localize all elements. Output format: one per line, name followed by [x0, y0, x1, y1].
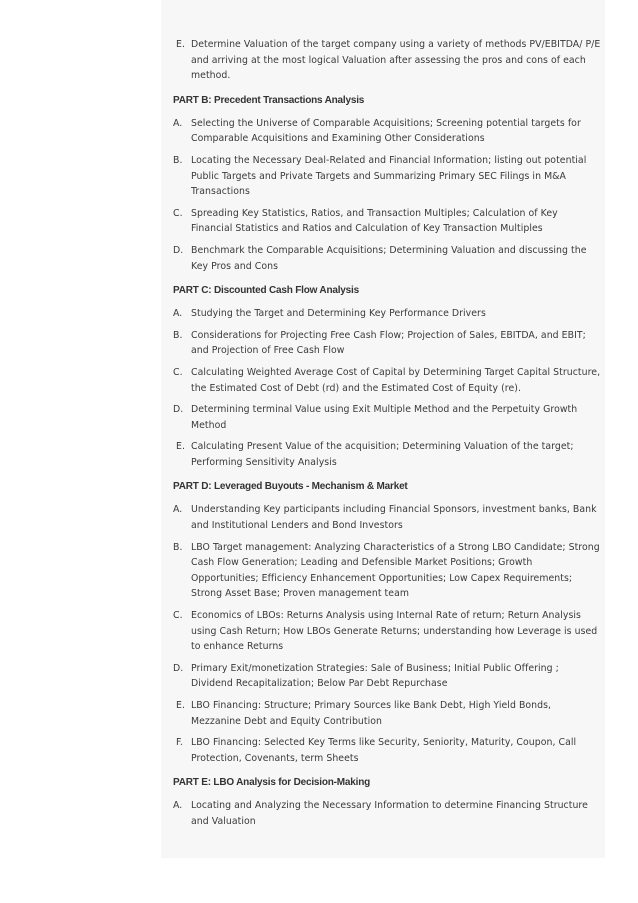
list-item: [173, 37, 601, 84]
item-letter: D.: [173, 244, 184, 256]
section-title: PART E: LBO Analysis for Decision-Making: [173, 777, 371, 789]
list-item: [173, 540, 601, 602]
item-letter: F.: [176, 737, 183, 749]
item-text: Benchmark the Comparable Acquisitions; Determining Valuation and discussing the Key Pros and Cons: [191, 244, 587, 272]
list-item: [173, 116, 601, 147]
list-item: [173, 661, 601, 692]
item-text: Primary Exit/monetization Strategies: Sale of Business; Initial Public Offering ; Dividend Recapitalization; Below Par Debt Repurchase: [191, 662, 559, 690]
list-item: [173, 402, 601, 433]
item-letter: C.: [173, 610, 183, 622]
list-item: [173, 439, 601, 470]
item-letter: E.: [176, 700, 185, 711]
list-item: [173, 206, 601, 237]
item-letter: E.: [176, 39, 185, 50]
item-text: LBO Financing: Selected Key Terms like Security, Seniority, Maturity, Coupon, Call Protection, Covenants, term Sheets: [191, 737, 577, 764]
item-letter: B.: [173, 154, 183, 166]
item-letter: A.: [173, 800, 183, 812]
list-item: [173, 328, 601, 359]
item-text: Calculating Weighted Average Cost of Capital by Determining Target Capital Structure, the Estimated Cost of Debt (rd) and the Estimated Cost of Equity (re).: [191, 366, 601, 394]
list-item: [173, 306, 601, 322]
item-text: Spreading Key Statistics, Ratios, and Transaction Multiples; Calculation of Key Financial Statistics and Ratios and Calculation of Key Transaction Multiples: [191, 207, 558, 235]
list-item: [173, 243, 601, 274]
section-title: PART B: Precedent Transactions Analysis: [173, 94, 365, 106]
item-text: LBO Financing: Structure; Primary Sources like Bank Debt, High Yield Bonds, Mezzanine Debt and Equity Contribution: [191, 700, 552, 727]
item-text: Locating and Analyzing the Necessary Information to determine Financing Structure and Valuation: [191, 800, 588, 827]
item-letter: D.: [173, 662, 184, 674]
item-text: Determine Valuation of the target company using a variety of methods PV/EBITDA/ P/E and arriving at the most logical Valuation after assessing the pros and cons of each method.: [191, 39, 601, 82]
item-text: Calculating Present Value of the acquisition; Determining Valuation of the target; Performing Sensitivity Analysis: [191, 441, 574, 468]
item-letter: A.: [173, 117, 183, 129]
item-text: Studying the Target and Determining Key Performance Drivers: [191, 308, 486, 320]
item-letter: C.: [173, 207, 183, 219]
list-item: [173, 365, 601, 396]
list-item: [173, 798, 601, 829]
item-letter: A.: [173, 504, 183, 516]
content-panel: [161, 0, 605, 858]
item-text: Considerations for Projecting Free Cash Flow; Projection of Sales, EBITDA, and EBIT; and Projection of Free Cash Flow: [191, 329, 586, 357]
item-text: Selecting the Universe of Comparable Acquisitions; Screening potential targets for Comparable Acquisitions and Examining Other Considerations: [191, 117, 581, 145]
item-text: Determining terminal Value using Exit Multiple Method and the Perpetuity Growth Method: [191, 404, 578, 431]
item-text: LBO Target management: Analyzing Characteristics of a Strong LBO Candidate; Strong Cash Flow Generation; Leading and Defensible Market Positions; Growth Opportunities; Efficiency Enhancement Opportunities; Low Capex Requirements; Strong Asset Base; Proven management team: [191, 541, 600, 600]
section-title: PART D: Leveraged Buyouts - Mechanism & Market: [173, 481, 408, 493]
item-text: Understanding Key participants including Financial Sponsors, investment banks, Bank and Institutional Lenders and Bond Investors: [191, 504, 597, 532]
list-item: [173, 153, 601, 200]
item-letter: A.: [173, 308, 183, 320]
item-text: Economics of LBOs: Returns Analysis using Internal Rate of return; Return Analysis using Cash Return; How LBOs Generate Returns; understanding how Leverage is used to enhance Returns: [191, 610, 598, 653]
item-letter: B.: [173, 329, 183, 341]
item-letter: D.: [173, 404, 184, 416]
list-item: [173, 502, 601, 533]
section-title: PART C: Discounted Cash Flow Analysis: [173, 285, 359, 297]
item-letter: E.: [176, 441, 185, 453]
list-item: [173, 608, 601, 655]
item-text: Locating the Necessary Deal-Related and Financial Information; listing out potential Public Targets and Private Targets and Summarizing Primary SEC Filings in M&A Transactions: [191, 154, 587, 198]
list-item: [173, 735, 601, 766]
list-item: [173, 698, 601, 729]
item-letter: B.: [173, 541, 183, 553]
item-letter: C.: [173, 366, 183, 378]
